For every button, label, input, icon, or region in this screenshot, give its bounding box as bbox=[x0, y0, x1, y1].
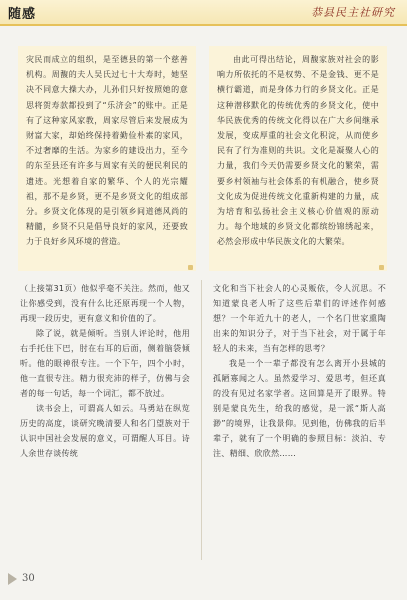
decor-dot-1 bbox=[188, 265, 193, 270]
col-right-paragraph-1: 文化和当下社会人的心灵贩依，令人沉思。不知道蒙良老人听了这些后辈们的评述作何感想？一个年近九十的老人，一个名门世家熏陶出来的知识分子，对于当下社会，对于属于年轻人的未来，当有怎样的思考？ bbox=[213, 284, 386, 353]
col-right-paragraph-2: 我是一个一辈子都没有怎么离开小县城的孤陋寡闻之人。虽然爱学习、爱思考，但还真的没有见过名家学者。这回算是开了眼界。特别是蒙良先生，给我的感觉，是一派“斯人高渺”的境界，让我景仰。见到他，仿佛我的后半辈子，就有了一个明确的参照目标：淡泊、专注、精细、欣欣然…… bbox=[213, 359, 386, 458]
column-divider bbox=[201, 280, 202, 560]
section-tag: 随感 bbox=[8, 7, 37, 22]
box-left-text: 灾民而成立的组织，是至德县的第一个慈善机构。周馥的夫人吴氏过七十大寿时，她坚决不同意大操大办，儿孙们只好按照她的意思将贺寿款都投到了“乐济会”的账中。正是有了这种家风家教，周家尽管后来发展成为财富大家，却始终保持着勤俭朴素的家风，不过奢靡的生活。为家乡的建设出力，至今的东至县还有许多与周家有关的便民利民的遗迹。光想着自家的繁华、个人的光宗耀祖，那不是乡贤，更不是乡贤文化的组成部分。乡贤文化体现的是引领乡间道德风尚的精髓，乡贤不只是倡导良好的家风，还要致力于良好乡风环境的营造。 bbox=[26, 55, 188, 247]
journal-name: 恭县民主社研究 bbox=[311, 6, 395, 19]
page-header bbox=[0, 0, 407, 26]
decor-dot-2 bbox=[379, 265, 384, 270]
article-column-right bbox=[213, 281, 386, 461]
sidebar-box-left bbox=[18, 46, 196, 271]
box-right-text: 由此可得出结论，周馥家族对社会的影响力所依托的不是权势、不是金钱、更不是横行霸道，而是身体力行的乡贤文化。正是这种潜移默化的传统优秀的乡贤文化，使中华民族优秀的传统文化得以在广大乡间继承发展，变成厚重的社会文化积淀，从而使乡民有了行为准则的共识。文化是凝聚人心的力量，我们今天仍需要乡贤文化的繁荣，需要乡村领袖与社会体系的有机融合，使乡贤文化成为促进传统文化重新构建的力量，成为培育和弘扬社会主义核心价值观的原动力。每个地域的乡贤文化都缤纷锦绣起来，必然会形成中华民族文化的大繁荣。 bbox=[217, 55, 379, 247]
page-number: 30 bbox=[22, 573, 35, 584]
col-left-paragraph-1: （上接第31页）他似乎毫不关注。然而，他又让你感受到，没有什么比还原再现一个人物，再现一段历史，更有意义和价值的了。 bbox=[20, 284, 190, 323]
col-left-paragraph-3: 读书会上，可谓高人如云。马勇站在纵览历史的高度，谈研究晚清要人和名门望族对于认识中国社会发展的意义，可谓醒人耳目。诗人余世存谈传统 bbox=[20, 404, 190, 458]
page-arrow-icon bbox=[8, 573, 17, 585]
article-column-left bbox=[20, 281, 190, 461]
col-left-paragraph-2: 除了说，就是倾听。当别人评论时，他用右手托住下巴，肘在右耳的后面，侧着脑袋倾听。他的眼神很专注。一个下午，四个小时，他一直很专注。精力很充沛的样子，仿佛与会者的每一句话，每一个词汇，都不放过。 bbox=[20, 329, 190, 398]
sidebar-box-right bbox=[209, 46, 387, 271]
